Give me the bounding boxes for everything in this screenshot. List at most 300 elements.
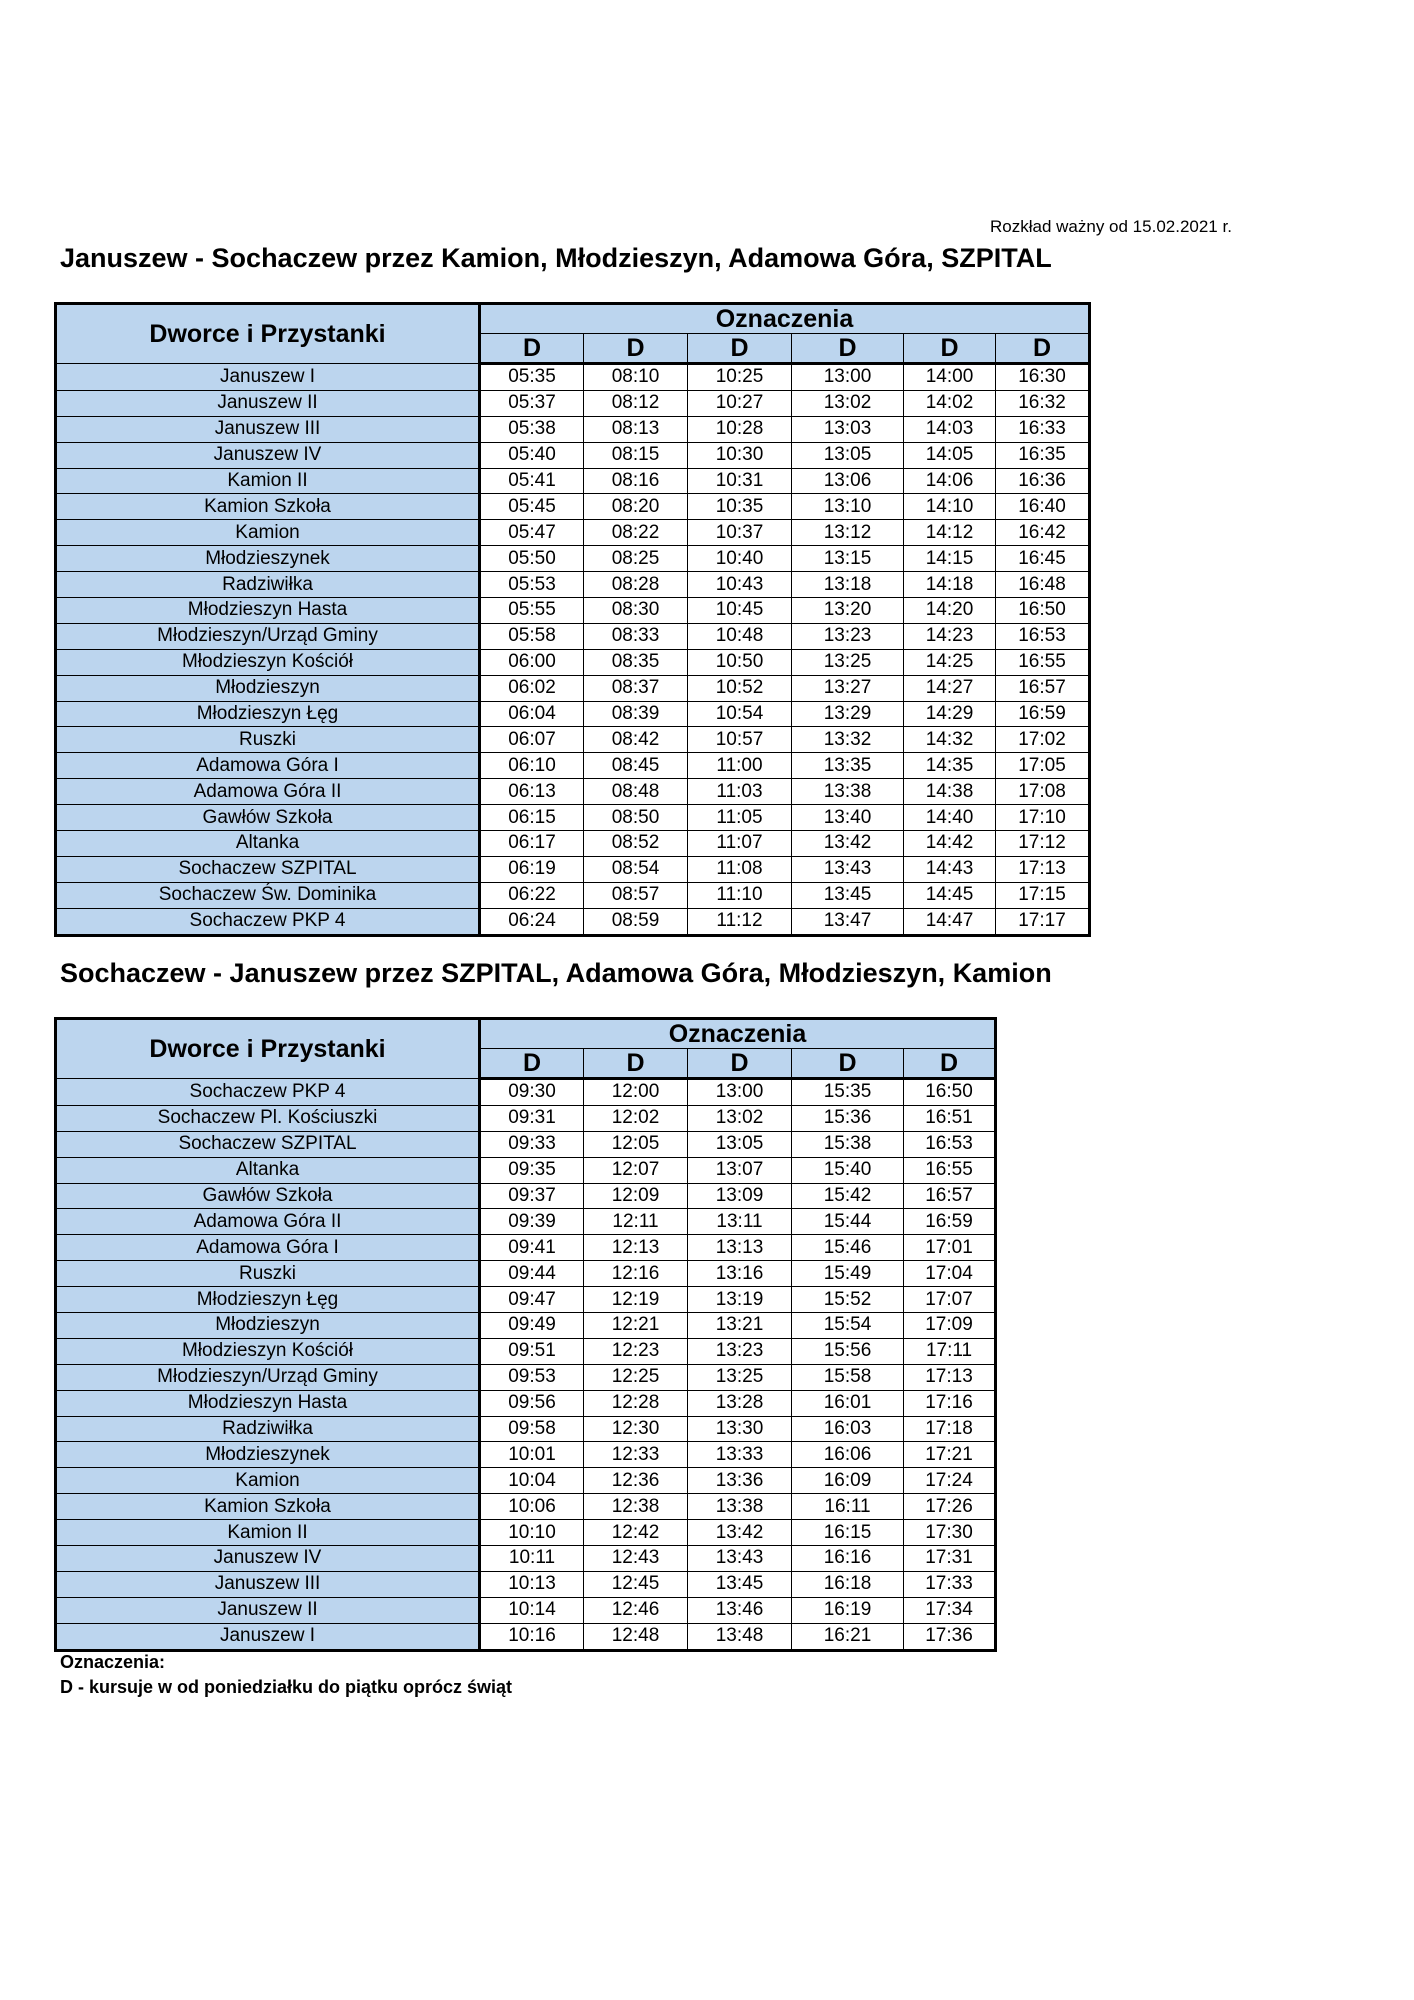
departure-time: 17:09 [904, 1313, 996, 1339]
departure-time: 14:20 [904, 598, 996, 624]
departure-time: 10:31 [688, 468, 792, 494]
departure-time: 10:50 [688, 649, 792, 675]
departure-time: 10:48 [688, 623, 792, 649]
departure-time: 13:10 [792, 494, 904, 520]
stop-name: Młodzieszyn Łęg [56, 701, 480, 727]
departure-time: 13:46 [688, 1597, 792, 1623]
departure-time: 11:07 [688, 831, 792, 857]
departure-time: 15:36 [792, 1105, 904, 1131]
stop-name: Kamion Szkoła [56, 1494, 480, 1520]
departure-time: 17:26 [904, 1494, 996, 1520]
departure-time: 13:09 [688, 1183, 792, 1209]
departure-time: 14:12 [904, 520, 996, 546]
departure-time: 13:02 [792, 390, 904, 416]
departure-time: 13:03 [792, 416, 904, 442]
table-row [56, 1520, 996, 1546]
departure-time: 13:02 [688, 1105, 792, 1131]
designation-code: D [792, 1049, 904, 1079]
designation-code: D [688, 1049, 792, 1079]
departure-time: 06:15 [480, 805, 584, 831]
departure-time: 13:45 [688, 1571, 792, 1597]
stop-name: Sochaczew Pl. Kościuszki [56, 1105, 480, 1131]
departure-time: 09:58 [480, 1416, 584, 1442]
departure-time: 14:43 [904, 856, 996, 882]
departure-time: 15:44 [792, 1209, 904, 1235]
departure-time: 17:30 [904, 1520, 996, 1546]
legend-heading: Oznaczenia: [60, 1652, 166, 1672]
departure-time: 09:47 [480, 1287, 584, 1313]
departure-time: 12:42 [584, 1520, 688, 1546]
departure-time: 16:59 [904, 1209, 996, 1235]
designation-code: D [584, 1049, 688, 1079]
table-row [56, 364, 1090, 391]
stop-name: Januszew I [56, 1623, 480, 1650]
departure-time: 12:11 [584, 1209, 688, 1235]
departure-time: 12:21 [584, 1313, 688, 1339]
departure-time: 13:16 [688, 1261, 792, 1287]
departure-time: 10:28 [688, 416, 792, 442]
departure-time: 05:41 [480, 468, 584, 494]
departure-time: 16:59 [996, 701, 1090, 727]
designation-code: D [792, 334, 904, 364]
departure-time: 09:30 [480, 1079, 584, 1106]
departure-time: 06:24 [480, 908, 584, 935]
departure-time: 17:36 [904, 1623, 996, 1650]
departure-time: 13:00 [688, 1079, 792, 1106]
departure-time: 08:48 [584, 779, 688, 805]
departure-time: 17:16 [904, 1390, 996, 1416]
departure-time: 06:17 [480, 831, 584, 857]
departure-time: 12:46 [584, 1597, 688, 1623]
route2-timetable [54, 1017, 997, 1652]
departure-time: 05:50 [480, 546, 584, 572]
departure-time: 17:31 [904, 1546, 996, 1572]
departure-time: 16:11 [792, 1494, 904, 1520]
departure-time: 09:37 [480, 1183, 584, 1209]
departure-time: 08:42 [584, 727, 688, 753]
departure-time: 10:37 [688, 520, 792, 546]
departure-time: 08:25 [584, 546, 688, 572]
stop-name: Kamion II [56, 468, 480, 494]
departure-time: 09:56 [480, 1390, 584, 1416]
table-row [56, 1209, 996, 1235]
stop-name: Ruszki [56, 727, 480, 753]
departure-time: 10:14 [480, 1597, 584, 1623]
departure-time: 09:35 [480, 1157, 584, 1183]
stop-name: Radziwiłka [56, 1416, 480, 1442]
table-row [56, 649, 1090, 675]
departure-time: 09:51 [480, 1338, 584, 1364]
table-row [56, 520, 1090, 546]
table-row [56, 1079, 996, 1106]
table-row [56, 416, 1090, 442]
departure-time: 05:53 [480, 572, 584, 598]
departure-time: 08:45 [584, 753, 688, 779]
departure-time: 08:12 [584, 390, 688, 416]
departure-time: 09:49 [480, 1313, 584, 1339]
departure-time: 16:09 [792, 1468, 904, 1494]
departure-time: 12:23 [584, 1338, 688, 1364]
stop-name: Kamion II [56, 1520, 480, 1546]
legend-text: D - kursuje w od poniedziałku do piątku oprócz świąt [60, 1677, 513, 1697]
departure-time: 15:56 [792, 1338, 904, 1364]
departure-time: 13:33 [688, 1442, 792, 1468]
departure-time: 16:55 [996, 649, 1090, 675]
departure-time: 09:33 [480, 1131, 584, 1157]
departure-time: 15:54 [792, 1313, 904, 1339]
stop-name: Młodzieszyn Kościół [56, 1338, 480, 1364]
departure-time: 06:04 [480, 701, 584, 727]
departure-time: 15:58 [792, 1364, 904, 1390]
departure-time: 13:40 [792, 805, 904, 831]
stop-name: Januszew IV [56, 1546, 480, 1572]
departure-time: 16:19 [792, 1597, 904, 1623]
departure-time: 10:43 [688, 572, 792, 598]
stop-name: Młodzieszynek [56, 546, 480, 572]
table-row [56, 882, 1090, 908]
departure-time: 08:13 [584, 416, 688, 442]
header-designations: Oznaczenia [480, 1019, 996, 1049]
departure-time: 11:00 [688, 753, 792, 779]
departure-time: 05:40 [480, 442, 584, 468]
stop-name: Adamowa Góra II [56, 1209, 480, 1235]
departure-time: 13:28 [688, 1390, 792, 1416]
departure-time: 11:03 [688, 779, 792, 805]
stop-name: Altanka [56, 1157, 480, 1183]
departure-time: 10:25 [688, 364, 792, 391]
departure-time: 16:21 [792, 1623, 904, 1650]
table-row [56, 1416, 996, 1442]
departure-time: 16:36 [996, 468, 1090, 494]
table-row [56, 856, 1090, 882]
designation-code: D [904, 334, 996, 364]
departure-time: 14:42 [904, 831, 996, 857]
departure-time: 14:40 [904, 805, 996, 831]
departure-time: 14:06 [904, 468, 996, 494]
departure-time: 15:46 [792, 1235, 904, 1261]
departure-time: 10:45 [688, 598, 792, 624]
departure-time: 13:23 [688, 1338, 792, 1364]
departure-time: 15:49 [792, 1261, 904, 1287]
departure-time: 16:45 [996, 546, 1090, 572]
stop-name: Kamion [56, 1468, 480, 1494]
departure-time: 10:01 [480, 1442, 584, 1468]
stop-name: Młodzieszynek [56, 1442, 480, 1468]
table-row [56, 468, 1090, 494]
departure-time: 16:57 [996, 675, 1090, 701]
departure-time: 15:40 [792, 1157, 904, 1183]
departure-time: 16:15 [792, 1520, 904, 1546]
validity-note: Rozkład ważny od 15.02.2021 r. [990, 217, 1232, 236]
stop-name: Adamowa Góra II [56, 779, 480, 805]
departure-time: 14:25 [904, 649, 996, 675]
header-designations: Oznaczenia [480, 304, 1090, 334]
departure-time: 12:30 [584, 1416, 688, 1442]
departure-time: 12:43 [584, 1546, 688, 1572]
departure-time: 10:27 [688, 390, 792, 416]
stop-name: Sochaczew SZPITAL [56, 1131, 480, 1157]
departure-time: 14:32 [904, 727, 996, 753]
departure-time: 08:35 [584, 649, 688, 675]
departure-time: 08:39 [584, 701, 688, 727]
stop-name: Gawłów Szkoła [56, 1183, 480, 1209]
table-row [56, 779, 1090, 805]
departure-time: 17:13 [904, 1364, 996, 1390]
departure-time: 10:35 [688, 494, 792, 520]
departure-time: 08:30 [584, 598, 688, 624]
departure-time: 16:57 [904, 1183, 996, 1209]
departure-time: 09:53 [480, 1364, 584, 1390]
departure-time: 10:06 [480, 1494, 584, 1520]
departure-time: 17:10 [996, 805, 1090, 831]
departure-time: 13:11 [688, 1209, 792, 1235]
departure-time: 17:04 [904, 1261, 996, 1287]
departure-time: 06:19 [480, 856, 584, 882]
stop-name: Młodzieszyn/Urząd Gminy [56, 623, 480, 649]
departure-time: 05:37 [480, 390, 584, 416]
table-row [56, 805, 1090, 831]
departure-time: 14:10 [904, 494, 996, 520]
table-row [56, 1390, 996, 1416]
departure-time: 17:21 [904, 1442, 996, 1468]
departure-time: 17:15 [996, 882, 1090, 908]
departure-time: 14:02 [904, 390, 996, 416]
departure-time: 10:30 [688, 442, 792, 468]
departure-time: 16:50 [904, 1079, 996, 1106]
departure-time: 13:48 [688, 1623, 792, 1650]
departure-time: 05:55 [480, 598, 584, 624]
departure-time: 14:05 [904, 442, 996, 468]
table-row [56, 1546, 996, 1572]
departure-time: 16:33 [996, 416, 1090, 442]
departure-time: 14:47 [904, 908, 996, 935]
departure-time: 11:10 [688, 882, 792, 908]
departure-time: 15:52 [792, 1287, 904, 1313]
designation-code: D [584, 334, 688, 364]
departure-time: 13:42 [688, 1520, 792, 1546]
table-row [56, 546, 1090, 572]
departure-time: 10:54 [688, 701, 792, 727]
departure-time: 13:25 [792, 649, 904, 675]
departure-time: 16:53 [904, 1131, 996, 1157]
departure-time: 17:17 [996, 908, 1090, 935]
table-row [56, 390, 1090, 416]
departure-time: 11:05 [688, 805, 792, 831]
table-row [56, 623, 1090, 649]
stop-name: Ruszki [56, 1261, 480, 1287]
stop-name: Januszew II [56, 390, 480, 416]
stop-name: Januszew III [56, 1571, 480, 1597]
departure-time: 14:18 [904, 572, 996, 598]
departure-time: 16:06 [792, 1442, 904, 1468]
stop-name: Adamowa Góra I [56, 1235, 480, 1261]
departure-time: 16:01 [792, 1390, 904, 1416]
departure-time: 10:40 [688, 546, 792, 572]
departure-time: 12:16 [584, 1261, 688, 1287]
departure-time: 13:20 [792, 598, 904, 624]
departure-time: 06:10 [480, 753, 584, 779]
departure-time: 13:05 [688, 1131, 792, 1157]
stop-name: Januszew I [56, 364, 480, 391]
departure-time: 13:47 [792, 908, 904, 935]
stop-name: Młodzieszyn Hasta [56, 1390, 480, 1416]
departure-time: 12:05 [584, 1131, 688, 1157]
departure-time: 15:38 [792, 1131, 904, 1157]
departure-time: 13:05 [792, 442, 904, 468]
departure-time: 13:15 [792, 546, 904, 572]
departure-time: 13:07 [688, 1157, 792, 1183]
departure-time: 16:16 [792, 1546, 904, 1572]
departure-time: 13:32 [792, 727, 904, 753]
table-row [56, 1623, 996, 1650]
stop-name: Radziwiłka [56, 572, 480, 598]
departure-time: 17:24 [904, 1468, 996, 1494]
departure-time: 11:12 [688, 908, 792, 935]
departure-time: 14:27 [904, 675, 996, 701]
stop-name: Młodzieszyn Łęg [56, 1287, 480, 1313]
departure-time: 13:06 [792, 468, 904, 494]
stop-name: Januszew IV [56, 442, 480, 468]
stop-name: Kamion [56, 520, 480, 546]
table-row [56, 1468, 996, 1494]
departure-time: 08:33 [584, 623, 688, 649]
departure-time: 14:00 [904, 364, 996, 391]
departure-time: 16:51 [904, 1105, 996, 1131]
departure-time: 08:52 [584, 831, 688, 857]
departure-time: 16:40 [996, 494, 1090, 520]
departure-time: 12:07 [584, 1157, 688, 1183]
departure-time: 08:50 [584, 805, 688, 831]
table-row [56, 1287, 996, 1313]
table-row [56, 1442, 996, 1468]
table-row [56, 1364, 996, 1390]
departure-time: 13:13 [688, 1235, 792, 1261]
stop-name: Januszew II [56, 1597, 480, 1623]
departure-time: 17:08 [996, 779, 1090, 805]
designation-code: D [904, 1049, 996, 1079]
departure-time: 12:38 [584, 1494, 688, 1520]
departure-time: 06:22 [480, 882, 584, 908]
table-row [56, 908, 1090, 935]
table-row [56, 1571, 996, 1597]
departure-time: 16:48 [996, 572, 1090, 598]
table-row [56, 1313, 996, 1339]
departure-time: 14:23 [904, 623, 996, 649]
table-row [56, 1338, 996, 1364]
departure-time: 14:15 [904, 546, 996, 572]
departure-time: 17:34 [904, 1597, 996, 1623]
header-stops: Dworce i Przystanki [56, 1019, 480, 1079]
departure-time: 10:10 [480, 1520, 584, 1546]
designation-code: D [688, 334, 792, 364]
departure-time: 12:48 [584, 1623, 688, 1650]
stop-name: Sochaczew Św. Dominika [56, 882, 480, 908]
table-row [56, 701, 1090, 727]
departure-time: 14:35 [904, 753, 996, 779]
departure-time: 16:30 [996, 364, 1090, 391]
table-row [56, 1105, 996, 1131]
departure-time: 05:58 [480, 623, 584, 649]
departure-time: 06:13 [480, 779, 584, 805]
stop-name: Altanka [56, 831, 480, 857]
route1-timetable [54, 302, 1091, 937]
departure-time: 08:57 [584, 882, 688, 908]
departure-time: 08:22 [584, 520, 688, 546]
stop-name: Młodzieszyn [56, 675, 480, 701]
route1-title: Januszew - Sochaczew przez Kamion, Młodzieszyn, Adamowa Góra, SZPITAL [60, 243, 1052, 273]
table-row [56, 831, 1090, 857]
stop-name: Młodzieszyn Kościół [56, 649, 480, 675]
departure-time: 17:01 [904, 1235, 996, 1261]
departure-time: 13:27 [792, 675, 904, 701]
departure-time: 05:45 [480, 494, 584, 520]
departure-time: 05:38 [480, 416, 584, 442]
departure-time: 13:00 [792, 364, 904, 391]
departure-time: 17:13 [996, 856, 1090, 882]
departure-time: 06:00 [480, 649, 584, 675]
departure-time: 10:16 [480, 1623, 584, 1650]
departure-time: 17:33 [904, 1571, 996, 1597]
departure-time: 13:43 [792, 856, 904, 882]
departure-time: 13:43 [688, 1546, 792, 1572]
departure-time: 15:35 [792, 1079, 904, 1106]
departure-time: 08:28 [584, 572, 688, 598]
departure-time: 10:57 [688, 727, 792, 753]
table-row [56, 1235, 996, 1261]
stop-name: Sochaczew SZPITAL [56, 856, 480, 882]
departure-time: 12:25 [584, 1364, 688, 1390]
departure-time: 13:25 [688, 1364, 792, 1390]
departure-time: 09:31 [480, 1105, 584, 1131]
departure-time: 17:07 [904, 1287, 996, 1313]
departure-time: 17:12 [996, 831, 1090, 857]
departure-time: 13:19 [688, 1287, 792, 1313]
departure-time: 16:35 [996, 442, 1090, 468]
departure-time: 09:44 [480, 1261, 584, 1287]
table-row [56, 675, 1090, 701]
table-row [56, 442, 1090, 468]
departure-time: 13:29 [792, 701, 904, 727]
stop-name: Młodzieszyn Hasta [56, 598, 480, 624]
departure-time: 16:55 [904, 1157, 996, 1183]
departure-time: 12:13 [584, 1235, 688, 1261]
stop-name: Młodzieszyn/Urząd Gminy [56, 1364, 480, 1390]
departure-time: 08:54 [584, 856, 688, 882]
stop-name: Kamion Szkoła [56, 494, 480, 520]
departure-time: 14:29 [904, 701, 996, 727]
departure-time: 13:45 [792, 882, 904, 908]
departure-time: 13:30 [688, 1416, 792, 1442]
table-row [56, 598, 1090, 624]
header-stops: Dworce i Przystanki [56, 304, 480, 364]
departure-time: 12:33 [584, 1442, 688, 1468]
departure-time: 12:09 [584, 1183, 688, 1209]
stop-name: Sochaczew PKP 4 [56, 908, 480, 935]
departure-time: 08:15 [584, 442, 688, 468]
departure-time: 08:59 [584, 908, 688, 935]
departure-time: 08:20 [584, 494, 688, 520]
table-row [56, 753, 1090, 779]
table-row [56, 1183, 996, 1209]
departure-time: 12:28 [584, 1390, 688, 1416]
departure-time: 12:45 [584, 1571, 688, 1597]
departure-time: 06:07 [480, 727, 584, 753]
departure-time: 12:19 [584, 1287, 688, 1313]
departure-time: 15:42 [792, 1183, 904, 1209]
departure-time: 16:18 [792, 1571, 904, 1597]
departure-time: 13:38 [792, 779, 904, 805]
departure-time: 08:16 [584, 468, 688, 494]
